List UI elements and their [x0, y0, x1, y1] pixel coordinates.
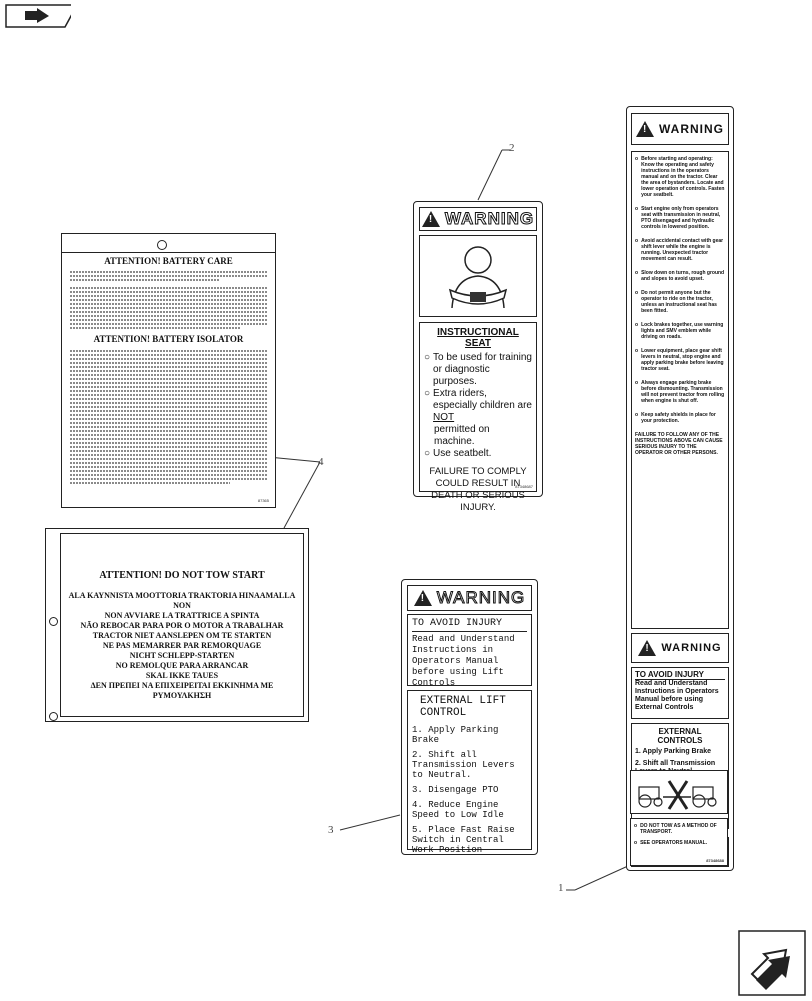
- decal-1-avoid-injury: [631, 667, 729, 719]
- tow-language-line: ΔΕΝ ΠΡΕΠΕΙ ΝΑ ΕΠΙΧΕΙΡΕΙΤΑΙ ΕΚΚΙΝΗΜΑ ΜΕ ΡΥΜΟΥΛΚΗΣΗ: [90, 681, 274, 700]
- battery-care-title: ATTENTION! BATTERY CARE: [104, 256, 233, 266]
- decal-1-header-text: WARNING: [659, 122, 724, 136]
- decal-1-tow-pictogram: [630, 770, 728, 814]
- decal-1-part-number: 87348688: [706, 858, 724, 863]
- external-lift-title: EXTERNAL LIFT CONTROL: [420, 695, 506, 719]
- instruction-item: Start engine only from operators seat with transmission in neutral, PTO disengaged and hydraulic controls in lowered position.: [641, 206, 721, 230]
- lift-control-item: 5. Place Fast Raise Switch in Central Work Position: [412, 825, 515, 855]
- decal-1-warning2-text: WARNING: [661, 642, 722, 654]
- decal-4b-text-panel: [60, 533, 304, 717]
- instructional-seat-title: INSTRUCTIONAL SEAT: [437, 327, 519, 349]
- instruction-item: Lower equipment, place gear shift levers in neutral, stop engine and apply parking brake before leaving tractor seat.: [641, 348, 724, 372]
- seat-item: To be used for training or diagnostic purposes.: [433, 352, 532, 387]
- decal-1-instructions: o Before starting and operating: Know the operating and safety instructions in the operators manual and on the tractor. Clear the area of bystanders. Locate and lower operation of controls. Fasten your seatbelt. o Start engine only from operators seat with transmission in neutral, PTO disengaged and hydraulic controls in lowered position. o Avoid accidental contact with gear shift lever while the engine is running. Unexpected tractor movement can result. o Slow down on turns, rough ground and slopes to avoid upset. o Do not permit anyone but the operator to ride on the tractor, unless an instructional seat has been fitted. o Lock brakes together, use warning lights and SMV emblem while driving on roads. o Lower equipment, place gear shift levers in neutral, stop engine and apply parking brake before leaving tractor seat. o Always engage parking brake before dismounting. Transmission will not prevent tractor from rolling when engine is shut off. o Keep safety shields in place for your protection. FAILURE TO FOLLOW ANY OF THE INSTRUCTIONS ABOVE CAN CAUSE SERIOUS INJURY TO THE OPERATOR OR OTHER PERSONS.: [631, 151, 729, 629]
- decal-2-instructional-seat: [413, 201, 543, 513]
- lift-control-item: 3. Disengage PTO: [412, 785, 499, 795]
- tow-language-line: ALA KAYNNISTA MOOTTORIA TRAKTORIA HINAAMALLA NON: [68, 591, 296, 610]
- decal-3-lift-control: [401, 579, 538, 855]
- instruction-item: Slow down on turns, rough ground and slopes to avoid upset.: [641, 270, 725, 282]
- instruction-item: Lock brakes together, use warning lights and SMV emblem while driving on roads.: [641, 322, 724, 340]
- decal-1-footer: FAILURE TO FOLLOW ANY OF THE INSTRUCTIONS ABOVE CAN CAUSE SERIOUS INJURY TO THE OPERATOR OR OTHER PERSONS.: [635, 432, 723, 456]
- tow-language-line: TRACTOR NIET AANSLEPEN OM TE STARTEN: [92, 631, 272, 640]
- divider: [62, 252, 275, 253]
- decal-2-footer: FAILURE TO COMPLY COULD RESULT IN DEATH OR SERIOUS INJURY.: [429, 466, 527, 513]
- tow-note: DO NOT TOW AS A METHOD OF TRANSPORT.: [640, 823, 717, 835]
- seat-item: permitted on machine.: [434, 424, 490, 447]
- do-not-tow-title: ATTENTION! DO NOT TOW START: [99, 570, 265, 581]
- battery-care-fine-print: [70, 270, 268, 330]
- lift-control-item: 2. Shift all Transmission Levers to Neutral.: [412, 750, 515, 780]
- battery-isolator-fine-print: [70, 349, 268, 489]
- decal-3-header: [407, 585, 532, 611]
- tow-language-line: NON AVVIARE LA TRATTRICE A SPINTA: [104, 611, 260, 620]
- decal-3-avoid-injury: [407, 614, 532, 686]
- decal-4a-battery: [61, 233, 276, 508]
- decal-3-external-lift: [407, 690, 532, 855]
- decal-1-warning-strip: [626, 106, 734, 871]
- tow-language-line: NE PAS MEMARRER PAR REMORQUAGE: [102, 641, 262, 650]
- instruction-item: Keep safety shields in place for your protection.: [641, 412, 716, 424]
- avoid-injury-title: TO AVOID INJURY: [412, 618, 527, 632]
- seatbelt-operator-icon: [420, 236, 536, 316]
- decal-1-tow-notes: o DO NOT TOW AS A METHOD OF TRANSPORT. o SEE OPERATORS MANUAL. 87348688: [630, 818, 728, 866]
- decal-2-header-text: WARNING: [444, 209, 535, 228]
- battery-isolator-title: ATTENTION! BATTERY ISOLATOR: [93, 334, 244, 344]
- avoid-injury-title: TO AVOID INJURY: [635, 670, 725, 680]
- warning-triangle-icon: [636, 121, 654, 137]
- external-controls-title: EXTERNAL: [658, 727, 702, 736]
- external-control-item: 2. Shift all Transmission: [635, 760, 716, 767]
- instruction-item: Before starting and operating: Know the operating and safety instructions in the operators manual and on the tractor. Clear the area of bystanders. Locate and lower operation of controls. Fasten your seatbelt.: [641, 156, 725, 198]
- lift-control-item: 4. Reduce Engine Speed to Low Idle: [412, 800, 504, 820]
- mounting-hole: [49, 712, 58, 721]
- lift-control-item: 1. Apply Parking Brake: [412, 725, 499, 745]
- avoid-injury-text: Read and Understand Instructions in Operators Manual before using External Controls: [635, 680, 719, 711]
- decal-2-pictogram: [419, 235, 537, 317]
- decal-4b-do-not-tow-start: [45, 528, 309, 722]
- warning-triangle-icon: [414, 590, 432, 606]
- decal-1-header: [631, 113, 729, 145]
- decal-1-warning2: [631, 633, 729, 663]
- tow-language-line: NO REMOLQUE PARA ARRANCAR: [115, 661, 249, 670]
- decal-2-header: [419, 207, 537, 231]
- seat-item: Extra riders, especially children are: [433, 388, 532, 411]
- warning-triangle-icon: [422, 211, 440, 227]
- decal-4a-part-number: 87365: [257, 498, 269, 503]
- avoid-injury-text: Read and Understand Instructions in Operators Manual before using Lift Controls: [412, 634, 515, 688]
- mounting-hole: [49, 617, 58, 626]
- tow-language-line: NÃO REBOCAR PARA POR O MOTOR A TRABALHAR: [80, 621, 284, 630]
- seat-item-emphasis: NOT: [433, 412, 455, 423]
- callout-2: 2: [509, 142, 515, 154]
- instruction-item: Avoid accidental contact with gear shift lever while the engine is running. Unexpected tractor movement can result.: [641, 238, 724, 262]
- callout-1: 1: [558, 882, 564, 894]
- instruction-item: Do not permit anyone but the operator to ride on the tractor, unless an instructional seat has been fitted.: [641, 290, 717, 314]
- decal-3-header-text: WARNING: [436, 588, 526, 607]
- tow-language-line: NICHT SCHLEPP-STARTEN: [129, 651, 235, 660]
- callout-3: 3: [328, 824, 334, 836]
- tow-language-line: SKAL IKKE TAUES: [145, 671, 219, 680]
- callout-4: 4: [318, 456, 324, 468]
- decal-2-text-panel: INSTRUCTIONAL SEAT ○ To be used for training or diagnostic purposes. ○ Extra riders, especially children are NOT permitted on machine. ○ Use seatbelt. FAILURE TO COMPLY COULD RESULT IN DEATH OR SERIOUS INJURY. 87348687: [419, 322, 537, 492]
- decal-2-part-number: 87348687: [515, 484, 533, 489]
- no-tow-tractor-icon: [631, 771, 727, 813]
- mounting-hole: [157, 240, 167, 250]
- warning-triangle-icon: [638, 640, 656, 656]
- external-controls-title-2: CONTROLS: [657, 736, 703, 745]
- instruction-item: Always engage parking brake before dismounting. Transmission will not prevent tractor from rolling when engine is shut off.: [641, 380, 725, 404]
- seat-item: Use seatbelt.: [433, 448, 492, 459]
- tow-note: SEE OPERATORS MANUAL.: [640, 840, 708, 846]
- external-control-item: 1. Apply Parking Brake: [635, 748, 711, 755]
